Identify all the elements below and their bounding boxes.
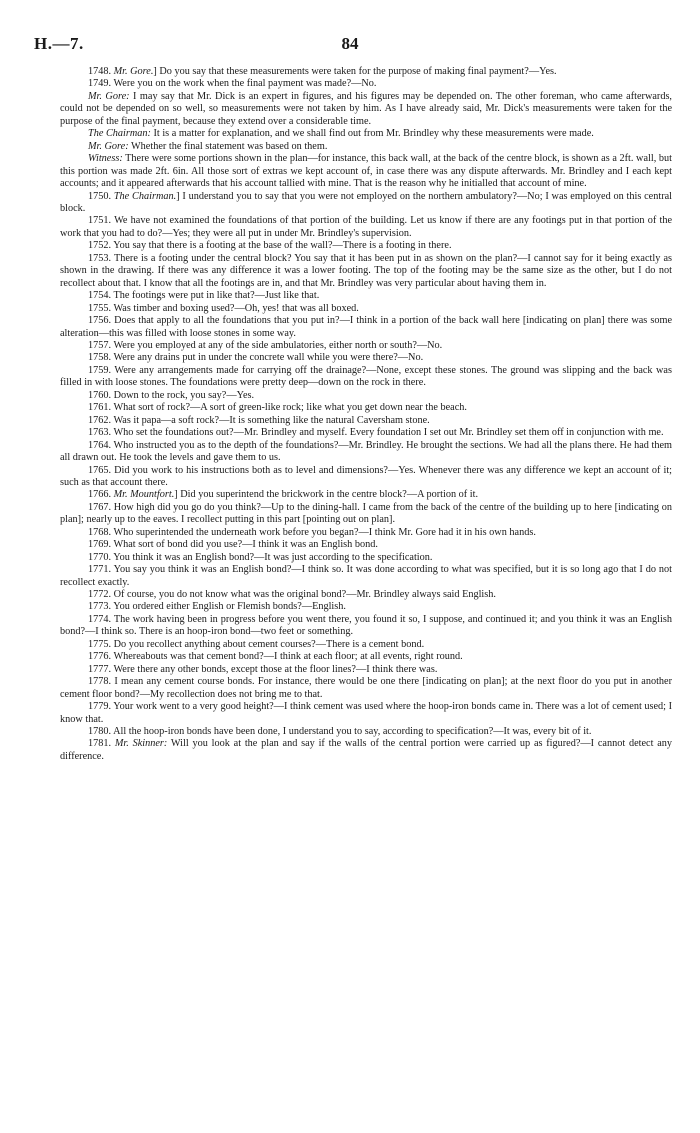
paragraph-text: How high did you go do you think?—Up to the dining-hall. I came from the back of the centre of the building up to here [indicating on plan]; nearly up to the eaves. I recollect putting in this part [pointing out on plan]. xyxy=(60,501,672,526)
paragraph-text: Whereabouts was that cement bond?—I think at each floor; at all events, right round. xyxy=(113,651,463,663)
evidence-paragraph xyxy=(60,539,672,551)
paragraph-text: I mean any cement course bonds. For instance, there would be one there [indicating on plan]; at the next floor do you put in another cement floor bond?—My recollection does not bring me to that. xyxy=(60,676,673,700)
paragraph-text: There is a footing under the central block? You say that it has been put in as shown on the plan?—I cannot say for it being exactly as shown in the drawing. If there was any difference it was a lower footing. The top of the footing may be the same size as the other, but I do not recollect about that. I know that all the footings are in, and that Mr. Brindley was very particular about having them in. xyxy=(60,252,672,289)
question-number: 1749. xyxy=(88,78,114,90)
evidence-paragraph xyxy=(60,701,672,726)
paragraph-text: ] Do you say that these measurements were taken for the purpose of making final payment?—Yes. xyxy=(153,66,557,77)
paragraph-text: Of course, you do not know what was the original bond?—Mr. Brindley always said English. xyxy=(113,589,496,601)
paragraph-text: Was it papa—a soft rock?—It is something like the natural Caversham stone. xyxy=(113,414,430,426)
paragraph-text: Were you employed at any of the side ambulatories, either north or south?—No. xyxy=(113,339,443,351)
question-number: 1760. xyxy=(88,389,114,401)
evidence-paragraph xyxy=(60,390,672,402)
speaker-name: The Chairman: xyxy=(88,128,151,140)
question-number: 1770. xyxy=(88,551,114,563)
evidence-paragraph xyxy=(60,402,672,414)
question-number: 1775. xyxy=(88,638,114,650)
evidence-paragraph xyxy=(60,415,672,427)
question-number: 1763. xyxy=(88,427,114,439)
question-number: 1750. xyxy=(88,190,114,202)
evidence-paragraph xyxy=(60,191,672,216)
speaker-name: Mr. Gore: xyxy=(88,140,129,152)
question-number: 1761. xyxy=(88,402,114,414)
paragraph-text: I may say that Mr. Dick is an expert in figures, and his figures may be depended on. The other foreman, who came afterwards, could not be depended on so well, so measurements were not taken by him. As I have already said, Mr. Dick's measurements were taken for the purpose of the final payment, because they extend over a considerable time. xyxy=(60,90,672,127)
question-number: 1751. xyxy=(88,215,115,227)
evidence-paragraph xyxy=(60,601,672,613)
evidence-paragraph xyxy=(60,128,672,140)
paragraph-text: Your work went to a very good height?—I think cement was used where the hoop-iron bonds came in. There was a lot of cement used; I know that. xyxy=(60,701,673,725)
speaker-name: Mr. Gore: xyxy=(88,90,130,102)
question-number: 1780. xyxy=(88,726,114,738)
question-number: 1759. xyxy=(88,364,115,376)
question-number: 1766. xyxy=(88,489,114,501)
paragraph-text: Who set the foundations out?—Mr. Brindley and myself. Every foundation I set out Mr. Brindley set them off in conjunction with me. xyxy=(113,427,664,439)
question-number: 1753. xyxy=(88,252,114,264)
paragraph-text: You ordered either English or Flemish bonds?—English. xyxy=(113,601,346,613)
evidence-paragraph xyxy=(60,153,672,190)
speaker-name: Mr. Gore. xyxy=(113,66,154,77)
question-number: 1772. xyxy=(88,589,114,601)
paragraph-text: Whether the final statement was based on them. xyxy=(128,140,328,152)
paragraph-text: Down to the rock, you say?—Yes. xyxy=(113,389,255,401)
evidence-paragraph xyxy=(60,465,672,490)
speaker-name: Mr. Mountfort. xyxy=(113,489,175,501)
question-number: 1779. xyxy=(88,701,114,713)
question-number: 1758. xyxy=(88,352,114,364)
page-number: 84 xyxy=(341,34,359,53)
evidence-paragraph xyxy=(60,91,672,128)
parliamentary-paper-reference: H.—7. xyxy=(34,34,84,53)
paragraph-text: Were any arrangements made for carrying off the drainage?—None, except these stones. The ground was slipping and the back was filled in with loose stones. The foundations were pretty deep—down on the rock in there. xyxy=(60,364,672,389)
evidence-paragraph xyxy=(60,664,672,676)
question-number: 1762. xyxy=(88,414,114,426)
evidence-paragraph xyxy=(60,552,672,564)
paragraph-text: ] Did you superintend the brickwork in the centre block?—A portion of it. xyxy=(174,489,479,501)
evidence-paragraph xyxy=(60,352,672,364)
paragraph-text: Were there any other bonds, except those at the floor lines?—I think there was. xyxy=(113,663,438,675)
speaker-name: Mr. Skinner: xyxy=(114,738,168,750)
question-number: 1754. xyxy=(88,290,114,302)
evidence-paragraph xyxy=(60,66,672,78)
evidence-paragraph xyxy=(60,315,672,340)
question-number: 1773. xyxy=(88,601,114,613)
paragraph-text: ] I understand you to say that you were not employed on the northern ambulatory?—No; I was employed on this central block. xyxy=(60,190,673,214)
evidence-paragraph xyxy=(60,502,672,527)
page-header xyxy=(34,34,666,56)
question-number: 1757. xyxy=(88,339,114,351)
question-number: 1774. xyxy=(88,613,114,625)
question-number: 1776. xyxy=(88,651,114,663)
evidence-paragraph xyxy=(60,440,672,465)
question-number: 1756. xyxy=(88,315,115,327)
question-number: 1755. xyxy=(88,302,114,314)
paragraph-text: Were any drains put in under the concrete wall while you were there?—No. xyxy=(113,352,424,364)
paragraph-text: You think it was an English bond?—It was just according to the specification. xyxy=(113,551,433,563)
evidence-text xyxy=(60,66,672,763)
question-number: 1765. xyxy=(88,464,115,476)
speaker-name: Witness: xyxy=(88,153,123,165)
question-number: 1769. xyxy=(88,539,114,551)
evidence-paragraph xyxy=(60,527,672,539)
question-number: 1748. xyxy=(88,66,114,77)
paragraph-text: Does that apply to all the foundations that you put in?—I think in a portion of the back wall here [indicating on plan] there was some alteration—this was filled with loose stones in some way. xyxy=(60,315,673,339)
question-number: 1752. xyxy=(88,240,114,252)
evidence-paragraph xyxy=(60,303,672,315)
paragraph-text: There were some portions shown in the plan—for instance, this back wall, at the back of the centre block, is shown as a 2ft. wall, but this portion was made 2ft. 6in. All those sort of extras we kept account of, in case there was any dispute afterwards. Mr. Brindley and I each kept accounts; and it appeared afterwards that his account tallied with mine. That is the reason why he initialled that account of mine. xyxy=(60,153,672,190)
evidence-paragraph xyxy=(60,215,672,240)
evidence-paragraph xyxy=(60,589,672,601)
question-number: 1764. xyxy=(88,439,114,451)
paragraph-text: Who instructed you as to the depth of the foundations?—Mr. Brindley. He brought the sections. We had all the plans there. He had them all drawn out. He took the levels and gave them to us. xyxy=(60,439,672,464)
evidence-paragraph xyxy=(60,427,672,439)
evidence-paragraph xyxy=(60,253,672,290)
question-number: 1778. xyxy=(88,676,115,688)
evidence-paragraph xyxy=(60,365,672,390)
evidence-paragraph xyxy=(60,240,672,252)
question-number: 1771. xyxy=(88,564,114,576)
paragraph-text: Will you look at the plan and say if the walls of the central portion were carried up as figured?—I cannot detect any difference. xyxy=(60,738,672,762)
evidence-paragraph xyxy=(60,738,672,763)
evidence-paragraph xyxy=(60,614,672,639)
question-number: 1781. xyxy=(88,738,115,750)
paragraph-text: Was timber and boxing used?—Oh, yes! that was all boxed. xyxy=(113,302,359,314)
paragraph-text: What sort of bond did you use?—I think it was an English bond. xyxy=(113,539,378,551)
paragraph-text: We have not examined the foundations of that portion of the building. Let us know if there are any footings put in that portion of the work that you had to do?—Yes; they were all put in under Mr. Brindley's supervision. xyxy=(60,215,672,239)
evidence-paragraph xyxy=(60,726,672,738)
evidence-paragraph xyxy=(60,651,672,663)
question-number: 1777. xyxy=(88,663,114,675)
paragraph-text: All the hoop-iron bonds have been done, I understand you to say, according to specification?—It was, every bit of it. xyxy=(113,726,592,738)
question-number: 1767. xyxy=(88,501,114,513)
evidence-paragraph xyxy=(60,290,672,302)
evidence-paragraph xyxy=(60,564,672,589)
paragraph-text: Were you on the work when the final payment was made?—No. xyxy=(113,78,377,90)
speaker-name: The Chairman. xyxy=(113,190,177,202)
paragraph-text: Did you work to his instructions both as to level and dimensions?—Yes. Whenever there was any difference we kept an account of it; such as that account there. xyxy=(60,464,673,488)
paragraph-text: You say you think it was an English bond?—I think so. It was done according to what was specified, but it is so long ago that I do not recollect exactly. xyxy=(60,564,673,588)
paragraph-text: It is a matter for explanation, and we shall find out from Mr. Brindley why these measurements were made. xyxy=(150,128,594,140)
paragraph-text: Do you recollect anything about cement courses?—There is a cement bond. xyxy=(113,638,425,650)
paragraph-text: Who superintended the underneath work before you began?—I think Mr. Gore had it in his own hands. xyxy=(113,526,536,538)
evidence-paragraph xyxy=(60,340,672,352)
paragraph-text: The footings were put in like that?—Just like that. xyxy=(113,290,320,302)
question-number: 1768. xyxy=(88,526,114,538)
paragraph-text: The work having been in progress before you went there, you found it so, I suppose, and continued it; and you think it was an English bond?—I think so. There is an hoop-iron bond—two feet or something. xyxy=(60,613,672,638)
paragraph-text: What sort of rock?—A sort of green-like rock; like what you get down near the beach. xyxy=(113,402,467,414)
evidence-paragraph xyxy=(60,676,672,701)
evidence-paragraph xyxy=(60,639,672,651)
evidence-paragraph xyxy=(60,489,672,501)
evidence-paragraph xyxy=(60,141,672,153)
paragraph-text: You say that there is a footing at the base of the wall?—There is a footing in there. xyxy=(113,240,452,252)
evidence-paragraph xyxy=(60,78,672,90)
